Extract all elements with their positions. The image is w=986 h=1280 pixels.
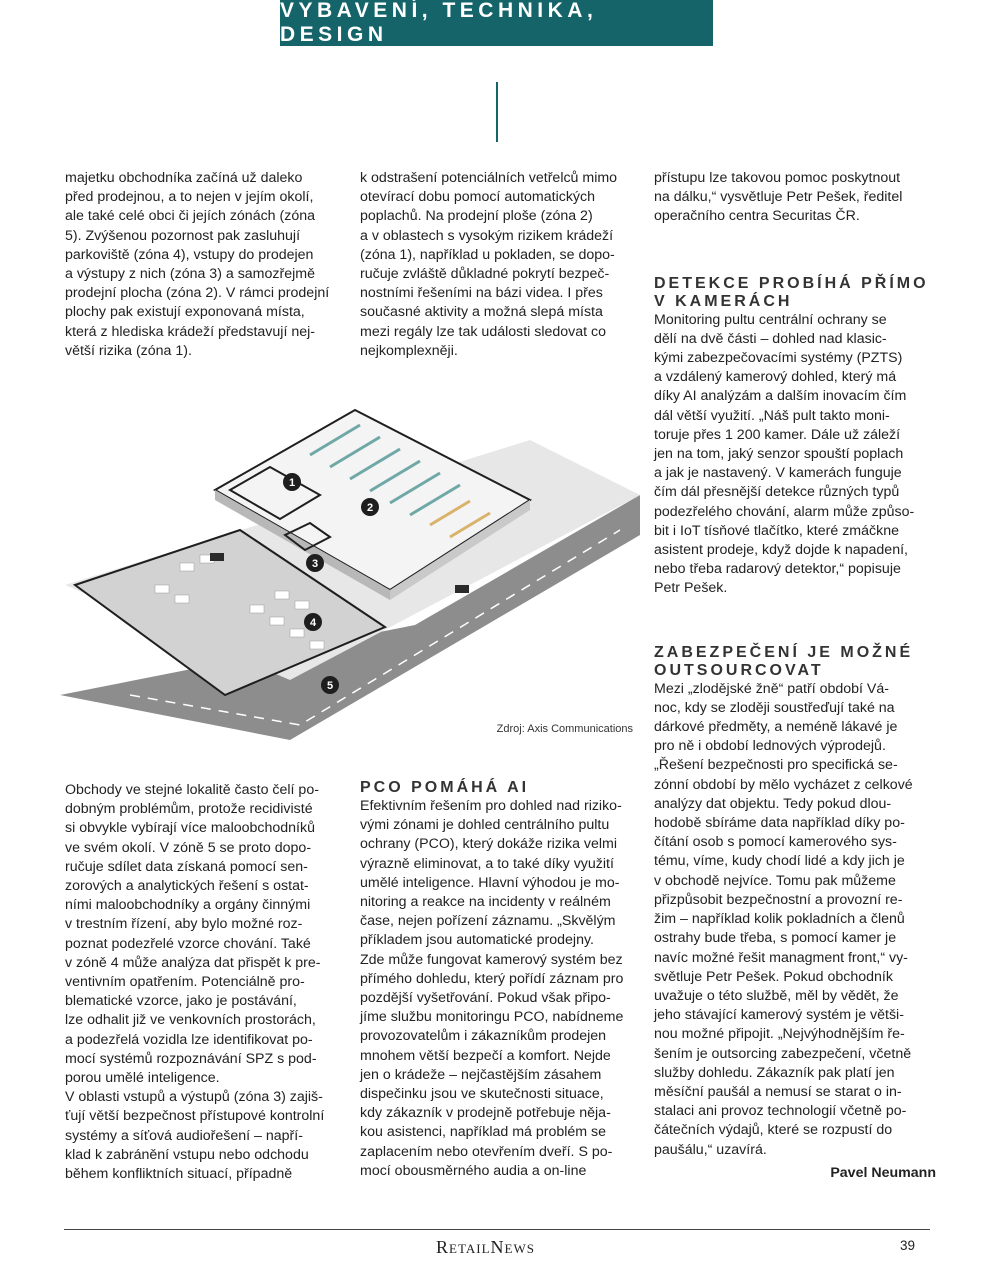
footer-divider [64,1229,930,1230]
paragraph-remote-help: přístupu lze takovou pomoc poskytnout na dálku,“ vysvětluje Petr Pešek, ředitel operačního centra Securitas ČR. [654,170,903,225]
zone-1-label: 1 [288,477,296,489]
zone-5-label: 5 [326,680,334,692]
section-title: VYBAVENÍ, TECHNIKA, DESIGN [280,0,598,46]
zone-3-label: 3 [311,558,319,570]
column-3 [654,169,936,1183]
magazine-logo: RetailNews [436,1237,535,1257]
paragraph-zabezpeceni: Mezi „zlodějské žně“ patří období Vá- noc, kdy se zloději soustřeďují také na dárkové předměty, a neméně lákavé je pro ně i období lednových výprodejů. „Řešení bezpečnosti pro specifická se- zónní období by mělo vycházet z celkové analýzy dat objektu. Tedy pokud dlou- hodobě sbíráme data například díky po- čítání osob s pomocí kamerového sys- tému, víme, kudy chodí lidé a kdy jich je v obchodě nejvíce. Tomu pak můžeme přizpůsobit bezpečnostní a provozní re- žim – například kolik pokladních a členů ostrahy bude třeba, s pomocí kamer je navíc možné řešit managment front,“ vy- světluje Petr Pešek. Pokud obchodník uvažuje o této službě, měl by vědět, že jeho stávající kamerový systém je větši- nou možné připojit. „Nejvýhodnějším ře- šením je outsorcing zabezpečení, včetně služby dohledu. Zákazník pak platí jen měsíční paušál a nemusí se starat o in- stalaci ani provoz technologií včetně po- čátečních výdajů, které se rozpustí do paušálu,“ uzavírá. [654,680,913,1158]
page-number: 39 [900,1238,916,1253]
decorative-divider [496,82,498,142]
paragraph-detekce: Monitoring pultu centrální ochrany se dělí na dvě části – dohled nad klasic- kými zabezpečovacími systémy (PZTS) a vzdálený kamerový dohled, který má díky AI analýzám a dalším inovacím čím dál větší využití. „Náš pult takto moni- toruje přes 1 200 kamer. Dále už záleží jen na tom, jaký senzor spouští poplach a jak je nastavený. V kamerách funguje čím dál přesnější detekce různých typů podezřelého chování, alarm může způso- bit i IoT tísňové tlačítko, které zmáčkne asistent prodeje, když dojde k napadení, nebo třeba radarový detektor,“ popisuje Petr Pešek. [654,311,915,597]
section-banner [280,0,713,46]
store-zones-illustration [60,395,640,740]
zone-2-label: 2 [366,502,374,514]
paragraph-zones: majetku obchodníka začíná už daleko před prodejnou, a to nejen v jejím okolí, ale také celé obci či jejích zónách (zóna 5). Zvýšenou pozornost pak zasluhují parkoviště (zóna 4), vstupy do prodejen a výstupy z nich (zóna 3) a samozřejmě prodejní plocha (zóna 2). V rámci prodejní plochy pak existují exponovaná místa, která z hlediska krádeží představují nej- větší rizika (zóna 1). [65,170,330,359]
image-caption: Zdroj: Axis Communications [496,723,633,735]
car-on-road [455,585,469,593]
column-2-bottom [360,779,642,1181]
paragraph-zone-3: V oblasti vstupů a výstupů (zóna 3) zajiš- ťují větší bezpečnost přístupové kontrolní systémy a síťová audiořešení – napří- klad k zabránění vstupu nebo odchodu během konfliktních situací, případně [65,1089,325,1183]
column-1-top [65,169,345,361]
column-2-top [360,169,640,361]
paragraph-video-coverage: k odstrašení potenciálních vetřelců mimo otevírací dobu pomocí automatických poplachů. Na prodejní ploše (zóna 2) a v oblastech s vysokým rizikem krádeží (zóna 1), například u pokladen, se dopo- ručuje zvláště důkladné pokrytí bezpeč- nostními řešeními na bázi videa. I přes současné aktivity a možná slepá místa mezi regály lze tak události sledovat co nejkomplexněji. [360,170,618,359]
isometric-store-image [60,395,640,740]
paragraph-shared-data: Obchody ve stejné lokalitě často čelí po- dobným problémům, protože recidivisté si obvykle vybírají více maloobchodníků ve svém okolí. V zóně 5 se proto dopo- ručuje sdílet data získaná pomocí sen- zorových a analytických řešení s ostat- ními maloobchodníky a orgány činnými v trestním řízení, aby bylo možné roz- poznat podezřelé vzorce chování. Také v zóně 4 může analýza dat přispět k pre- ventivním opatřením. Potenciálně pro- blematické vzorce, jako je postávání, lze odhalit již ve venkovních prostorách, a podezřelá vozidla lze identifikovat po- mocí systémů rozpoznávání SPZ s pod- porou umělé inteligence. [65,782,321,1087]
column-1-bottom [65,781,347,1184]
dark-car [210,553,224,561]
paragraph-pco: Efektivním řešením pro dohled nad riziko- vými zónami je dohled centrálního pultu ochrany (PCO), který dokáže rizika velmi výrazně eliminovat, a to také díky využití umělé inteligence. Hlavní výhodou je mo- nitoring a reakce na incidenty v reálném čase, nejen pořízení záznamu. „Skvělým příkladem jsou automatické prodejny. Zde může fungovat kamerový systém bez přímého dohledu, který pořídí záznam pro pozdější vyšetřování. Pokud však připo- jíme službu monitoringu PCO, nabídneme provozovatelům i zákazníkům prodejen mnohem větší bezpečí a komfort. Nejde jen o krádeže – nejčastějším zásahem dispečinku jsou ve skutečnosti situace, kdy zákazník v prodejně potřebuje něja- kou asistenci, například má problém se zaplacením nebo otevřením dveří. S po- mocí obousměrného audia a on-line [360,798,624,1179]
heading-pco: PCO POMÁHÁ AI [360,779,530,796]
heading-detekce: DETEKCE PROBÍHÁ PŘÍMO V KAMERÁCH [654,274,929,310]
author-name: Pavel Neumann [830,1164,936,1181]
heading-zabezpeceni: ZABEZPEČENÍ JE MOŽNÉ OUTSOURCOVAT [654,643,914,679]
zone-4-label: 4 [309,617,317,629]
